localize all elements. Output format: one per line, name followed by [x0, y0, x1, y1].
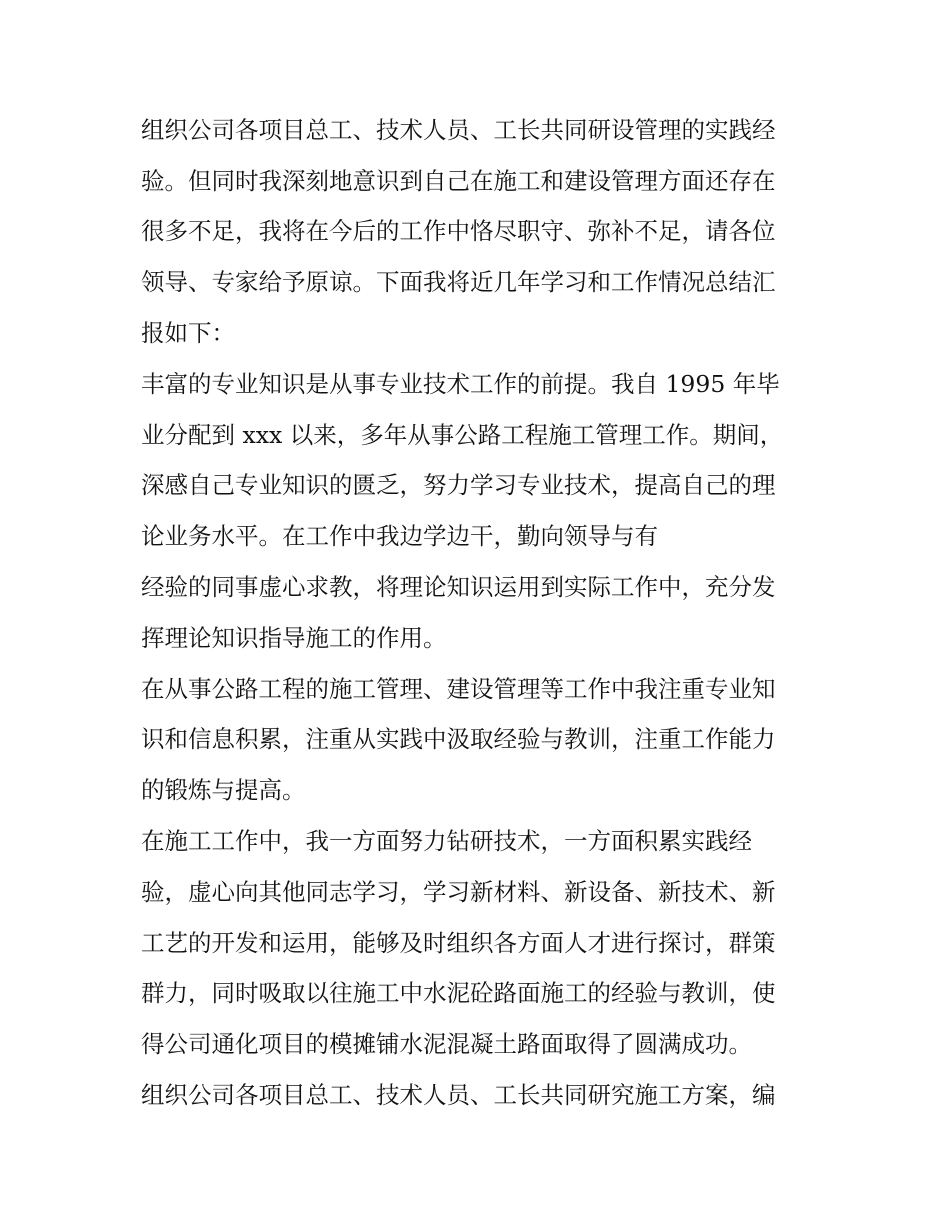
text-line: 的锻炼与提高。 — [141, 776, 306, 804]
text-line: 群力，同时吸取以往施工中水泥砼路面施工的经验与教训，使 — [141, 979, 776, 1007]
text-line: 在从事公路工程的施工管理、建设管理等工作中我注重专业知 — [141, 675, 776, 703]
text-line: 报如下： — [141, 319, 235, 347]
text-line: 验。但同时我深刻地意识到自己在施工和建设管理方面还存在 — [141, 167, 776, 195]
text-line: 经验的同事虚心求教，将理论知识运用到实际工作中，充分发 — [141, 573, 776, 601]
text-line: 业分配到 xxx 以来，多年从事公路工程施工管理工作。期间， — [141, 421, 784, 449]
text-line: 很多不足，我将在今后的工作中恪尽职守、弥补不足，请各位 — [141, 217, 776, 245]
text-line: 组织公司各项目总工、技术人员、工长共同研究施工方案，编 — [141, 1081, 776, 1109]
text-line: 工艺的开发和运用，能够及时组织各方面人才进行探讨，群策 — [141, 929, 776, 957]
text-line: 验，虚心向其他同志学习，学习新材料、新设备、新技术、新 — [141, 878, 776, 906]
text-line: 识和信息积累，注重从实践中汲取经验与教训，注重工作能力 — [141, 725, 776, 753]
text-line: 得公司通化项目的模摊铺水泥混凝土路面取得了圆满成功。 — [141, 1030, 752, 1058]
text-line: 挥理论知识指导施工的作用。 — [141, 624, 447, 652]
text-line: 在施工工作中，我一方面努力钻研技术，一方面积累实践经 — [141, 827, 752, 855]
text-line: 论业务水平。在工作中我边学边干，勤向领导与有 — [141, 522, 658, 550]
text-line: 组织公司各项目总工、技术人员、工长共同研设管理的实践经 — [141, 116, 776, 144]
text-line: 领导、专家给予原谅。下面我将近几年学习和工作情况总结汇 — [141, 268, 776, 296]
text-line: 丰富的专业知识是从事专业技术工作的前提。我自 1995 年毕 — [141, 370, 780, 398]
text-line: 深感自己专业知识的匮乏，努力学习专业技术，提高自己的理 — [141, 471, 776, 499]
